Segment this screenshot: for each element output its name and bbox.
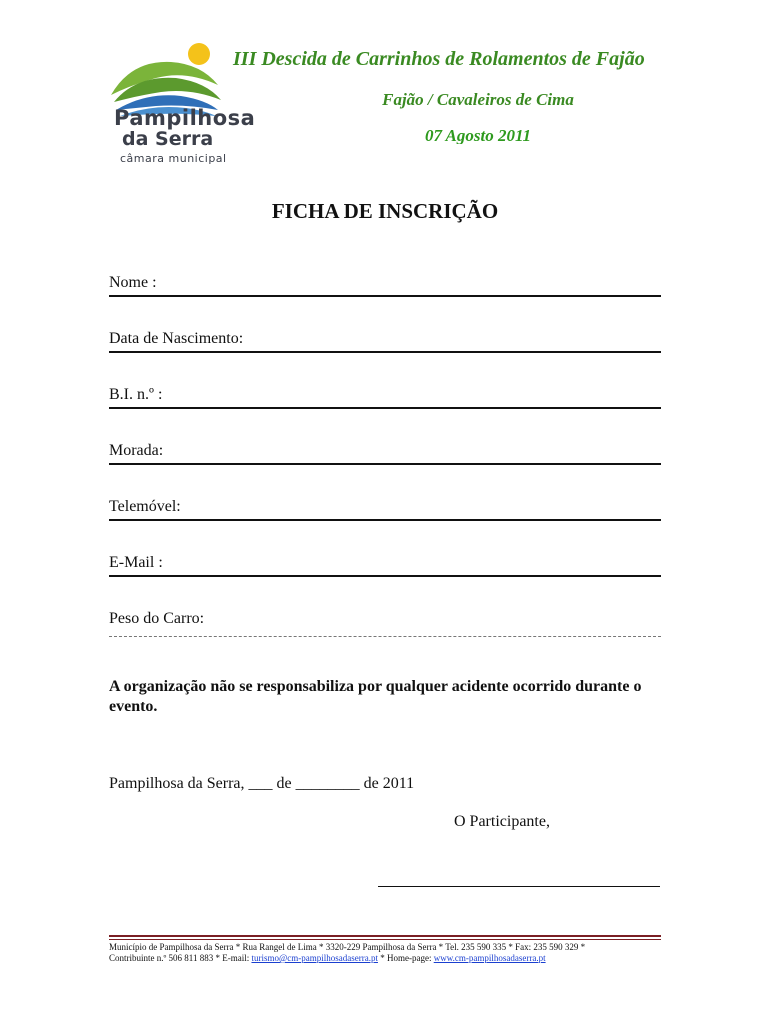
signature-line <box>378 886 660 887</box>
form-title: FICHA DE INSCRIÇÃO <box>271 199 499 223</box>
email-label: E-Mail : <box>109 554 163 571</box>
footer-homepage-label: * Home-page: <box>377 953 434 963</box>
logo-line-3: câmara municipal <box>120 152 227 165</box>
footer-rule <box>109 935 661 937</box>
participant-label: O Participante, <box>454 813 550 830</box>
name-label: Nome : <box>109 274 157 291</box>
email-field[interactable] <box>109 553 661 577</box>
place-date: Pampilhosa da Serra, ___ de ________ de 2011 <box>109 775 415 792</box>
footer-rule-thin <box>109 939 661 940</box>
footer-contribuinte: Contribuinte n.º 506 811 883 * E-mail: <box>109 953 252 963</box>
footer-email-link[interactable]: turismo@cm-pampilhosadaserra.pt <box>251 953 378 963</box>
car-weight-line <box>109 636 661 637</box>
bi-label: B.I. n.º : <box>109 386 163 403</box>
address-label: Morada: <box>109 442 164 459</box>
bi-field[interactable] <box>109 385 661 409</box>
footer-homepage-link[interactable]: www.cm-pampilhosadaserra.pt <box>433 953 546 963</box>
car-weight-label: Peso do Carro: <box>109 610 205 627</box>
birthdate-label: Data de Nascimento: <box>109 330 244 347</box>
event-title: III Descida de Carrinhos de Rolamentos de Fajão <box>233 48 645 70</box>
footer-line-2 <box>109 953 669 964</box>
footer <box>109 942 669 964</box>
car-weight-field[interactable] <box>109 609 661 631</box>
mobile-field[interactable] <box>109 497 661 521</box>
sun-icon <box>188 43 210 65</box>
disclaimer: A organização não se responsabiliza por qualquer acidente ocorrido durante o evento. <box>109 678 642 715</box>
logo-line-2: da Serra <box>122 128 214 150</box>
event-location: Fajão / Cavaleiros de Cima <box>382 90 574 109</box>
footer-line-1: Município de Pampilhosa da Serra * Rua Rangel de Lima * 3320-229 Pampilhosa da Serra * Tel. 235 590 335 * Fax: 235 590 329 * <box>109 942 586 952</box>
mobile-label: Telemóvel: <box>109 498 181 515</box>
logo-line-1: Pampilhosa <box>114 106 256 130</box>
event-date: 07 Agosto 2011 <box>424 126 532 144</box>
birthdate-field[interactable] <box>109 329 661 353</box>
address-field[interactable] <box>109 441 661 465</box>
name-field[interactable] <box>109 273 661 297</box>
